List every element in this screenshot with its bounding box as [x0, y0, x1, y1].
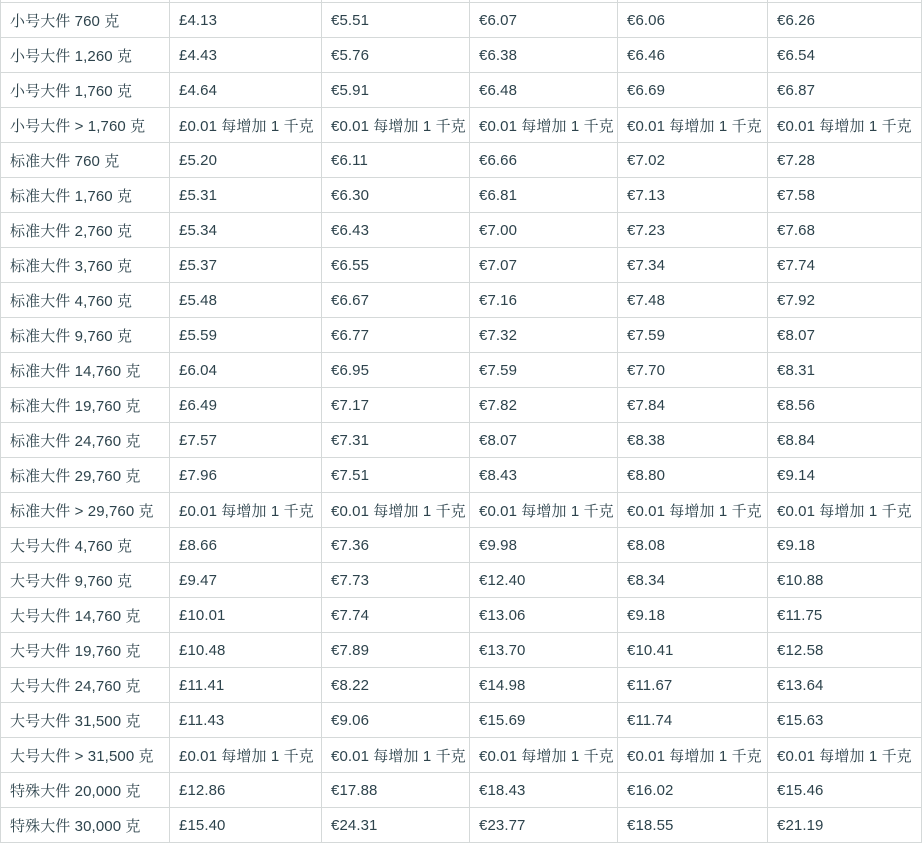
price-cell: €12.58	[768, 633, 922, 668]
price-cell: €6.95	[322, 353, 470, 388]
price-cell: €10.88	[768, 563, 922, 598]
price-cell: €0.01 每增加 1 千克	[470, 493, 618, 528]
price-cell: £9.47	[170, 563, 322, 598]
table-row	[0, 213, 922, 248]
price-cell: £6.49	[170, 388, 322, 423]
price-cell: €18.43	[470, 773, 618, 808]
table-row	[0, 318, 922, 353]
price-cell: €6.87	[768, 73, 922, 108]
price-cell: €11.74	[618, 703, 768, 738]
tier-label-cell: 标准大件 24,760 克	[0, 423, 170, 458]
price-cell: €12.40	[470, 563, 618, 598]
price-cell: €7.13	[618, 178, 768, 213]
price-cell: £8.66	[170, 528, 322, 563]
tier-label-cell: 标准大件 760 克	[0, 143, 170, 178]
tier-label-cell: 大号大件 4,760 克	[0, 528, 170, 563]
price-cell: €8.08	[618, 528, 768, 563]
tier-label-cell: 标准大件 9,760 克	[0, 318, 170, 353]
price-cell: €7.17	[322, 388, 470, 423]
price-cell: €0.01 每增加 1 千克	[768, 493, 922, 528]
table-row	[0, 3, 922, 38]
table-row	[0, 738, 922, 773]
price-cell: €8.43	[470, 458, 618, 493]
price-cell: £11.41	[170, 668, 322, 703]
price-cell: €9.98	[470, 528, 618, 563]
price-cell: €8.56	[768, 388, 922, 423]
tier-label-cell: 特殊大件 20,000 克	[0, 773, 170, 808]
table-row	[0, 108, 922, 143]
table-row	[0, 283, 922, 318]
price-cell: €7.74	[322, 598, 470, 633]
tier-label-cell: 小号大件 760 克	[0, 3, 170, 38]
price-cell: €7.73	[322, 563, 470, 598]
table-row	[0, 423, 922, 458]
price-cell: €6.30	[322, 178, 470, 213]
price-cell: €8.07	[470, 423, 618, 458]
price-cell: €9.18	[618, 598, 768, 633]
tier-label-cell: 大号大件 19,760 克	[0, 633, 170, 668]
table-row	[0, 633, 922, 668]
price-cell: €8.31	[768, 353, 922, 388]
price-cell: £7.57	[170, 423, 322, 458]
price-cell: €13.06	[470, 598, 618, 633]
price-cell: €7.74	[768, 248, 922, 283]
price-cell: €6.69	[618, 73, 768, 108]
price-cell: €10.41	[618, 633, 768, 668]
price-cell: €13.64	[768, 668, 922, 703]
price-cell: €0.01 每增加 1 千克	[322, 108, 470, 143]
price-cell: €7.23	[618, 213, 768, 248]
price-cell: €9.14	[768, 458, 922, 493]
price-cell: €6.81	[470, 178, 618, 213]
price-cell: €16.02	[618, 773, 768, 808]
price-cell: €6.46	[618, 38, 768, 73]
price-cell: €6.54	[768, 38, 922, 73]
table-row	[0, 668, 922, 703]
price-cell: £5.59	[170, 318, 322, 353]
tier-label-cell: 标准大件 4,760 克	[0, 283, 170, 318]
price-cell: €21.19	[768, 808, 922, 843]
price-cell: €14.98	[470, 668, 618, 703]
price-cell: €8.34	[618, 563, 768, 598]
price-cell: €6.66	[470, 143, 618, 178]
tier-label-cell: 小号大件 1,760 克	[0, 73, 170, 108]
price-cell: €7.84	[618, 388, 768, 423]
price-cell: £5.34	[170, 213, 322, 248]
table-row	[0, 703, 922, 738]
price-cell: €8.80	[618, 458, 768, 493]
price-cell: £7.96	[170, 458, 322, 493]
table-row	[0, 178, 922, 213]
price-cell: €15.46	[768, 773, 922, 808]
price-cell: £0.01 每增加 1 千克	[170, 738, 322, 773]
price-cell: €7.07	[470, 248, 618, 283]
table-row	[0, 73, 922, 108]
price-cell: £5.37	[170, 248, 322, 283]
price-cell: £10.48	[170, 633, 322, 668]
price-cell: €6.38	[470, 38, 618, 73]
price-cell: €6.11	[322, 143, 470, 178]
tier-label-cell: 小号大件 > 1,760 克	[0, 108, 170, 143]
table-row	[0, 773, 922, 808]
price-cell: €7.48	[618, 283, 768, 318]
tier-label-cell: 标准大件 1,760 克	[0, 178, 170, 213]
price-cell: €6.43	[322, 213, 470, 248]
price-cell: €6.67	[322, 283, 470, 318]
price-cell: €7.92	[768, 283, 922, 318]
price-cell: €6.06	[618, 3, 768, 38]
price-cell: €0.01 每增加 1 千克	[470, 108, 618, 143]
table-row	[0, 598, 922, 633]
tier-label-cell: 标准大件 > 29,760 克	[0, 493, 170, 528]
price-cell: €0.01 每增加 1 千克	[768, 738, 922, 773]
table-row	[0, 388, 922, 423]
tier-label-cell: 小号大件 1,260 克	[0, 38, 170, 73]
tier-label-cell: 标准大件 2,760 克	[0, 213, 170, 248]
price-cell: £0.01 每增加 1 千克	[170, 493, 322, 528]
price-cell: £5.31	[170, 178, 322, 213]
price-cell: €18.55	[618, 808, 768, 843]
price-cell: £0.01 每增加 1 千克	[170, 108, 322, 143]
price-cell: €0.01 每增加 1 千克	[618, 493, 768, 528]
price-cell: €8.38	[618, 423, 768, 458]
price-cell: €7.70	[618, 353, 768, 388]
price-cell: £15.40	[170, 808, 322, 843]
price-cell: €7.59	[618, 318, 768, 353]
price-cell: €17.88	[322, 773, 470, 808]
price-cell: £5.48	[170, 283, 322, 318]
tier-label-cell: 特殊大件 30,000 克	[0, 808, 170, 843]
price-cell: €7.00	[470, 213, 618, 248]
tier-label-cell: 标准大件 3,760 克	[0, 248, 170, 283]
price-cell: £4.43	[170, 38, 322, 73]
price-cell: €0.01 每增加 1 千克	[768, 108, 922, 143]
price-cell: £4.13	[170, 3, 322, 38]
price-cell: €7.36	[322, 528, 470, 563]
price-cell: €9.06	[322, 703, 470, 738]
price-cell: €0.01 每增加 1 千克	[618, 738, 768, 773]
price-cell: £6.04	[170, 353, 322, 388]
price-cell: €7.32	[470, 318, 618, 353]
tier-label-cell: 大号大件 > 31,500 克	[0, 738, 170, 773]
table-row	[0, 353, 922, 388]
price-cell: €7.51	[322, 458, 470, 493]
price-cell: €7.34	[618, 248, 768, 283]
tier-label-cell: 大号大件 24,760 克	[0, 668, 170, 703]
tier-label-cell: 标准大件 14,760 克	[0, 353, 170, 388]
price-cell: €6.77	[322, 318, 470, 353]
price-cell: €15.63	[768, 703, 922, 738]
price-cell: €7.02	[618, 143, 768, 178]
tier-label-cell: 标准大件 29,760 克	[0, 458, 170, 493]
price-cell: €6.07	[470, 3, 618, 38]
price-cell: €6.55	[322, 248, 470, 283]
price-cell: €8.84	[768, 423, 922, 458]
price-cell: €11.67	[618, 668, 768, 703]
price-cell: €11.75	[768, 598, 922, 633]
table-row	[0, 528, 922, 563]
table-row	[0, 38, 922, 73]
price-cell: £12.86	[170, 773, 322, 808]
price-cell: €7.28	[768, 143, 922, 178]
price-cell: €0.01 每增加 1 千克	[322, 493, 470, 528]
price-cell: €5.51	[322, 3, 470, 38]
price-cell: £11.43	[170, 703, 322, 738]
price-cell: €7.82	[470, 388, 618, 423]
price-cell: €5.76	[322, 38, 470, 73]
price-cell: €7.59	[470, 353, 618, 388]
price-cell: €0.01 每增加 1 千克	[322, 738, 470, 773]
table-row	[0, 563, 922, 598]
price-cell: €6.26	[768, 3, 922, 38]
tier-label-cell: 大号大件 31,500 克	[0, 703, 170, 738]
table-row	[0, 808, 922, 843]
table-row	[0, 248, 922, 283]
price-cell: €7.31	[322, 423, 470, 458]
tier-label-cell: 大号大件 14,760 克	[0, 598, 170, 633]
price-cell: €0.01 每增加 1 千克	[470, 738, 618, 773]
price-cell: €9.18	[768, 528, 922, 563]
price-cell: €13.70	[470, 633, 618, 668]
table-row	[0, 493, 922, 528]
tier-label-cell: 标准大件 19,760 克	[0, 388, 170, 423]
table-row	[0, 143, 922, 178]
price-cell: €7.68	[768, 213, 922, 248]
price-cell: €7.58	[768, 178, 922, 213]
price-cell: £10.01	[170, 598, 322, 633]
price-cell: €8.07	[768, 318, 922, 353]
price-cell: €23.77	[470, 808, 618, 843]
price-cell: €5.91	[322, 73, 470, 108]
table-row	[0, 458, 922, 493]
tier-label-cell: 大号大件 9,760 克	[0, 563, 170, 598]
price-cell: €0.01 每增加 1 千克	[618, 108, 768, 143]
price-cell: €15.69	[470, 703, 618, 738]
price-cell: €6.48	[470, 73, 618, 108]
price-cell: €24.31	[322, 808, 470, 843]
price-cell: £4.64	[170, 73, 322, 108]
price-cell: £5.20	[170, 143, 322, 178]
price-cell: €7.89	[322, 633, 470, 668]
price-cell: €7.16	[470, 283, 618, 318]
price-cell: €8.22	[322, 668, 470, 703]
